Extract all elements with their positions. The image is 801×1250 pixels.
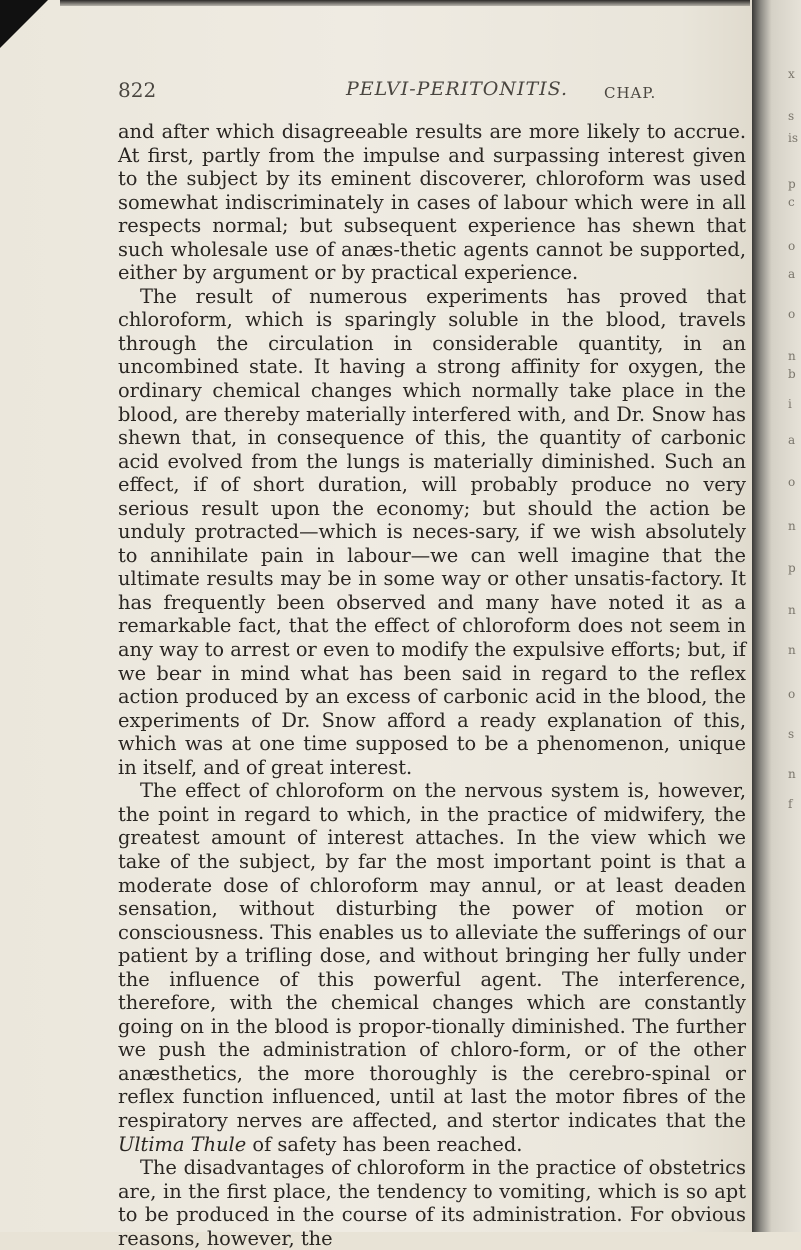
margin-fragment: o: [788, 307, 796, 321]
margin-fragment: x: [788, 67, 795, 81]
paragraph-text-end: of safety has been reached.: [252, 1132, 523, 1156]
page-header: [118, 78, 758, 108]
paragraph-text: The effect of chloroform on the nervous system is, however, the point in regard to which, in the practice of midwifery, the greatest amount of interest attaches. In the view which we take of the subject, by far the most important point is that a moderate dose of chloroform may annul, or at least deaden sensation, without disturbing the power of motion or consciousness. This enables us to alleviate the sufferings of our patient by a trifling dose, and without bringing her fully under the influence of this powerful agent. The interference, therefore, with the chemical changes which are constantly going on in the blood is propor-tionally diminished. The further we push the administration of chloro-form, or of the other anæsthetics, the more thoroughly is the cerebro-spinal or reflex function influenced, until at last the motor fibres of the respiratory nerves are affected, and stertor indicates that the: [118, 779, 746, 1132]
paragraph-disadvantages: The disadvantages of chloroform in the practice of obstetrics are, in the first place, the tendency to vomiting, which is so apt to be produced in the course of its administration. For obvious reasons, however, the: [118, 1156, 746, 1250]
margin-fragment: n: [788, 643, 796, 657]
margin-fragment: f: [788, 797, 793, 811]
scan-top-edge: [60, 0, 750, 6]
body-text: [118, 120, 746, 1250]
paragraph-nervous-system: [118, 779, 746, 1156]
scan-corner-shadow: [0, 0, 48, 48]
italic-phrase: Ultima Thule: [118, 1132, 247, 1156]
paragraph-continued: and after which disagreeable results are more likely to accrue. At first, partly from the impulse and surpassing interest given to the subject by its eminent discoverer, chloroform was used somewhat indiscriminately in cases of labour which were in all respects normal; but subsequent experience has shewn that such wholesale use of anæs-thetic agents cannot be supported, either by argument or by practical experience.: [118, 120, 746, 285]
paragraph-chloroform-blood: The result of numerous experiments has proved that chloroform, which is sparingly soluble in the blood, travels through the circulation in considerable quantity, in an uncombined state. It having a strong affinity for oxygen, the ordinary chemical changes which normally take place in the blood, are thereby materially interfered with, and Dr. Snow has shewn that, in consequence of this, the quantity of carbonic acid evolved from the lungs is materially diminished. Such an effect, if of short duration, will probably produce no very serious result upon the economy; but should the action be unduly protracted—which is neces-sary, if we wish absolutely to annihilate pain in labour—we can well imagine that the ultimate results may be in some way or other unsatis-factory. It has frequently been observed and many have noted it as a remarkable fact, that the effect of chloroform does not seem in any way to arrest or even to modify the expulsive efforts; but, if we bear in mind what has been said in regard to the reflex action produced by an excess of carbonic acid in the blood, the experiments of Dr. Snow afford a ready explanation of this, which was at one time supposed to be a phenomenon, unique in itself, and of great interest.: [118, 284, 746, 779]
chapter-label: CHAP.: [604, 84, 657, 102]
margin-fragment: s: [788, 109, 795, 123]
margin-fragment: p: [788, 561, 796, 575]
margin-fragment: b: [788, 367, 796, 381]
margin-fragment: o: [788, 475, 796, 489]
margin-fragment: s: [788, 727, 795, 741]
margin-fragment: n: [788, 349, 796, 363]
margin-fragment: i: [788, 397, 792, 411]
margin-fragment: o: [788, 239, 796, 253]
margin-fragment: is: [788, 131, 798, 145]
margin-fragment: n: [788, 603, 796, 617]
page-number: 822: [118, 78, 157, 102]
margin-fragment: o: [788, 687, 796, 701]
margin-fragment: n: [788, 519, 796, 533]
margin-fragment: a: [788, 433, 796, 447]
margin-fragment: a: [788, 267, 796, 281]
margin-fragment: p: [788, 177, 796, 191]
running-head: PELVI-PERITONITIS.: [346, 78, 569, 100]
margin-fragment: n: [788, 767, 796, 781]
margin-fragment: c: [788, 195, 795, 209]
